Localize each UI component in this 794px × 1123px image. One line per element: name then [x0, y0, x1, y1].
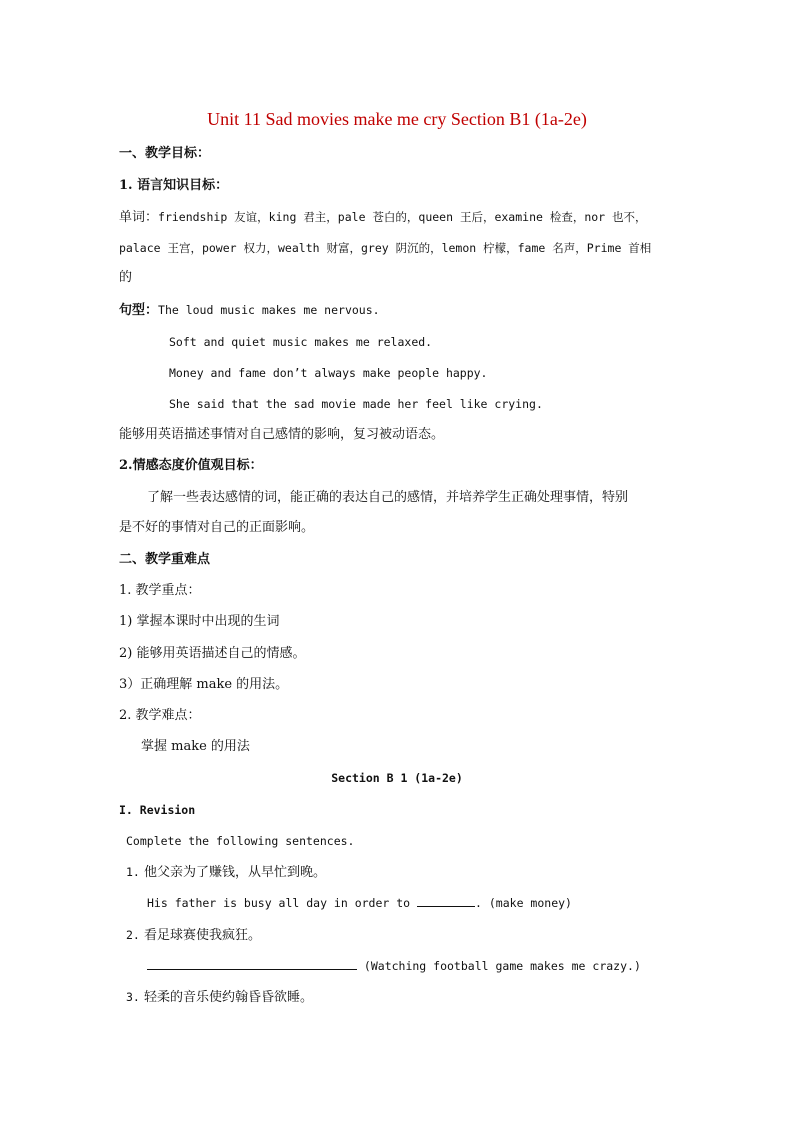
emotion-objectives-heading: 2.情感态度价值观目标：	[119, 458, 263, 473]
revision-item-2	[126, 926, 261, 945]
item-chinese: 看足球赛使我疯狂。	[144, 928, 262, 943]
pattern-line-3: Money and fame don’t always make people happy.	[169, 366, 488, 380]
focus-label: 1. 教学重点：	[119, 583, 201, 598]
item-chinese: 他父亲为了赚钱，从早忙到晚。	[144, 865, 327, 880]
focus-item-3: 3）正确理解 make 的用法。	[119, 677, 289, 692]
item-number: 2.	[126, 928, 140, 942]
vocab-line-2: palace 王宫，power 权力，wealth 财富，grey 阴沉的，lemon 柠檬，fame 名声，Prime 首相	[119, 241, 652, 255]
item-number: 3.	[126, 990, 140, 1004]
vocab-line-3: 的	[119, 270, 133, 285]
knowledge-objectives-heading: 1. 语言知识目标：	[119, 178, 229, 193]
document-title: Unit 11 Sad movies make me cry Section B1 (1a-2e)	[207, 109, 587, 129]
section-heading-key-points: 二、教学重难点	[119, 552, 211, 567]
focus-item-1: 1) 掌握本课时中出现的生词	[119, 614, 280, 629]
vocab-text-1: friendship 友谊，king 君主，pale 苍白的，queen 王后，examine 检查，nor 也不，	[158, 210, 647, 224]
item-english-after: . (make money)	[475, 896, 572, 910]
item-english-after: (Watching football game makes me crazy.)	[357, 959, 641, 973]
difficulty-label: 2. 教学难点：	[119, 708, 201, 723]
section-title: Section B 1 (1a-2e)	[331, 771, 463, 785]
revision-heading: I. Revision	[119, 803, 196, 817]
pattern-label: 句型：	[119, 303, 159, 318]
answer-blank[interactable]	[417, 894, 475, 907]
pattern-line-4: She said that the sad movie made her feel like crying.	[169, 397, 543, 411]
emotion-text-2: 是不好的事情对自己的正面影响。	[119, 520, 315, 535]
emotion-text-1: 了解一些表达感情的词，能正确的表达自己的感情，并培养学生正确处理事情，特别	[147, 490, 629, 505]
pattern-line-2: Soft and quiet music makes me relaxed.	[169, 335, 433, 349]
item-number: 1.	[126, 865, 140, 879]
pattern-text: The loud music makes me nervous.	[158, 303, 380, 317]
section-heading-objectives: 一、教学目标：	[119, 146, 211, 161]
ability-text: 能够用英语描述事情对自己感情的影响，复习被动语态。	[119, 427, 445, 442]
focus-item-2: 2) 能够用英语描述自己的情感。	[119, 646, 306, 661]
vocab-line-1	[119, 208, 647, 227]
revision-item-3	[126, 988, 313, 1007]
revision-item-2-english	[147, 957, 641, 975]
item-english-before: His father is busy all day in order to	[147, 896, 418, 910]
revision-instruction: Complete the following sentences.	[126, 834, 355, 848]
revision-item-1	[126, 863, 326, 882]
answer-blank[interactable]	[147, 957, 357, 970]
vocab-label: 单词：	[119, 210, 159, 225]
revision-item-1-english	[147, 894, 572, 912]
item-chinese: 轻柔的音乐使约翰昏昏欲睡。	[144, 990, 314, 1005]
pattern-line-1	[119, 301, 380, 320]
difficulty-item: 掌握 make 的用法	[141, 739, 250, 754]
